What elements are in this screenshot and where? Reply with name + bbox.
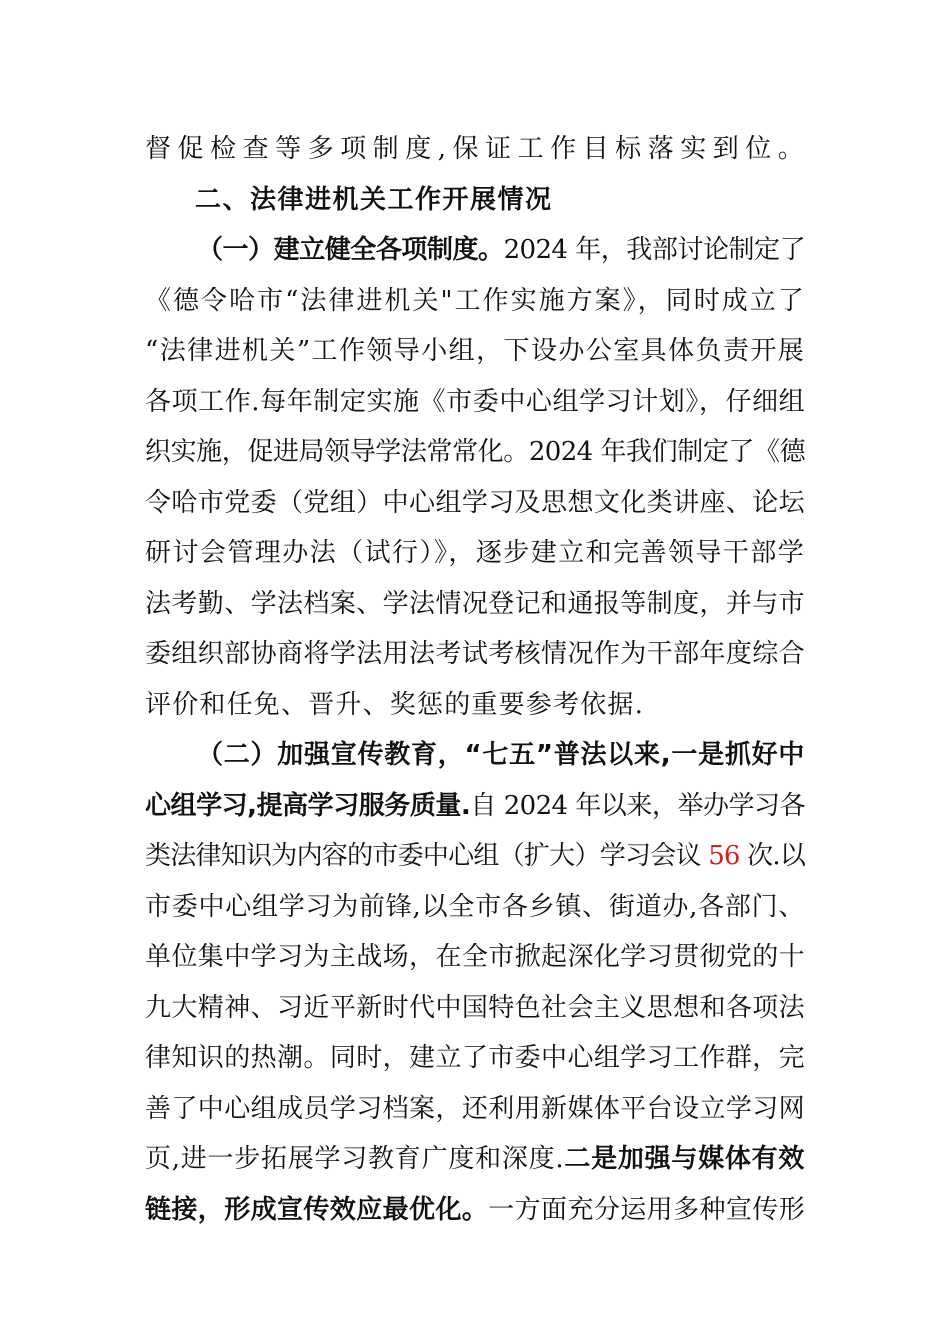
paragraph-line: 评价和任免、晋升、奖惩的重要参考依据. <box>145 689 645 720</box>
document-page <box>145 124 805 1235</box>
body-text: 一方面充分运用多种宣传形 <box>488 1194 805 1225</box>
paragraph-line <box>145 730 805 781</box>
paragraph-line: 九大精神、习近平新时代中国特色社会主义思想和各项法 <box>145 992 805 1023</box>
paragraph-line <box>145 831 805 882</box>
paragraph-line: 市委中心组学习为前锋,以全市各乡镇、街道办,各部门、 <box>145 891 805 922</box>
paragraph-line: 令哈市党委（党组）中心组学习及思想文化类讲座、论坛 <box>145 487 805 518</box>
paragraph-line: 研讨会管理办法（试行）》，逐步建立和完善领导干部学 <box>145 538 805 568</box>
highlighted-number: 56 <box>708 841 740 871</box>
emphasis-text: 链接，形成宣传效应最优化。 <box>145 1194 489 1225</box>
body-text: 自 2024 年以来，举办学习各 <box>470 790 805 821</box>
paragraph-line <box>145 1185 805 1236</box>
paragraph-line: 单位集中学习为主战场，在全市掀起深化学习贯彻党的十 <box>145 942 805 972</box>
paragraph-line: 委组织部协商将学法用法考试考核情况作为干部年度综合 <box>145 639 805 669</box>
emphasis-text: 心组学习,提高学习服务质量. <box>145 790 471 821</box>
body-text: 类法律知识为内容的市委中心组（扩大）学习会议 <box>145 841 709 871</box>
paragraph-line: 织实施，促进局领导学法常常化。2024 年我们制定了《德 <box>145 437 805 467</box>
emphasis-text: 二是加强与媒体有效 <box>564 1144 805 1174</box>
paragraph-line: 律知识的热潮。同时，建立了市委中心组学习工作群，完 <box>145 1043 805 1073</box>
paragraph-line <box>145 225 805 276</box>
subheading-text: （一）建立健全各项制度。 <box>197 235 504 265</box>
paragraph-line: 各项工作.每年制定实施《市委中心组学习计划》，仔细组 <box>145 386 805 417</box>
paragraph-line <box>145 781 805 832</box>
paragraph-line: 《德令哈市“法律进机关"工作实施方案》，同时成立了 <box>145 285 805 316</box>
paragraph-line: “法律进机关”工作领导小组，下设办公室具体负责开展 <box>145 336 805 366</box>
section-heading: 二、法律进机关工作开展情况 <box>195 184 553 215</box>
body-text: 次.以 <box>739 841 805 871</box>
paragraph-line <box>145 1134 805 1185</box>
paragraph-line: 法考勤、学法档案、学法情况登记和通报等制度，并与市 <box>145 588 805 619</box>
body-text: 页,进一步拓展学习教育广度和深度. <box>145 1144 565 1174</box>
subheading-text: （二）加强宣传教育，“七五”普法以来,一是抓好中 <box>197 740 805 770</box>
paragraph-line: 督促检查等多项制度,保证工作目标落实到位。 <box>145 134 805 164</box>
paragraph-line: 善了中心组成员学习档案，还利用新媒体平台设立学习网 <box>145 1093 805 1124</box>
body-text: 2024 年，我部讨论制定了 <box>503 235 805 265</box>
